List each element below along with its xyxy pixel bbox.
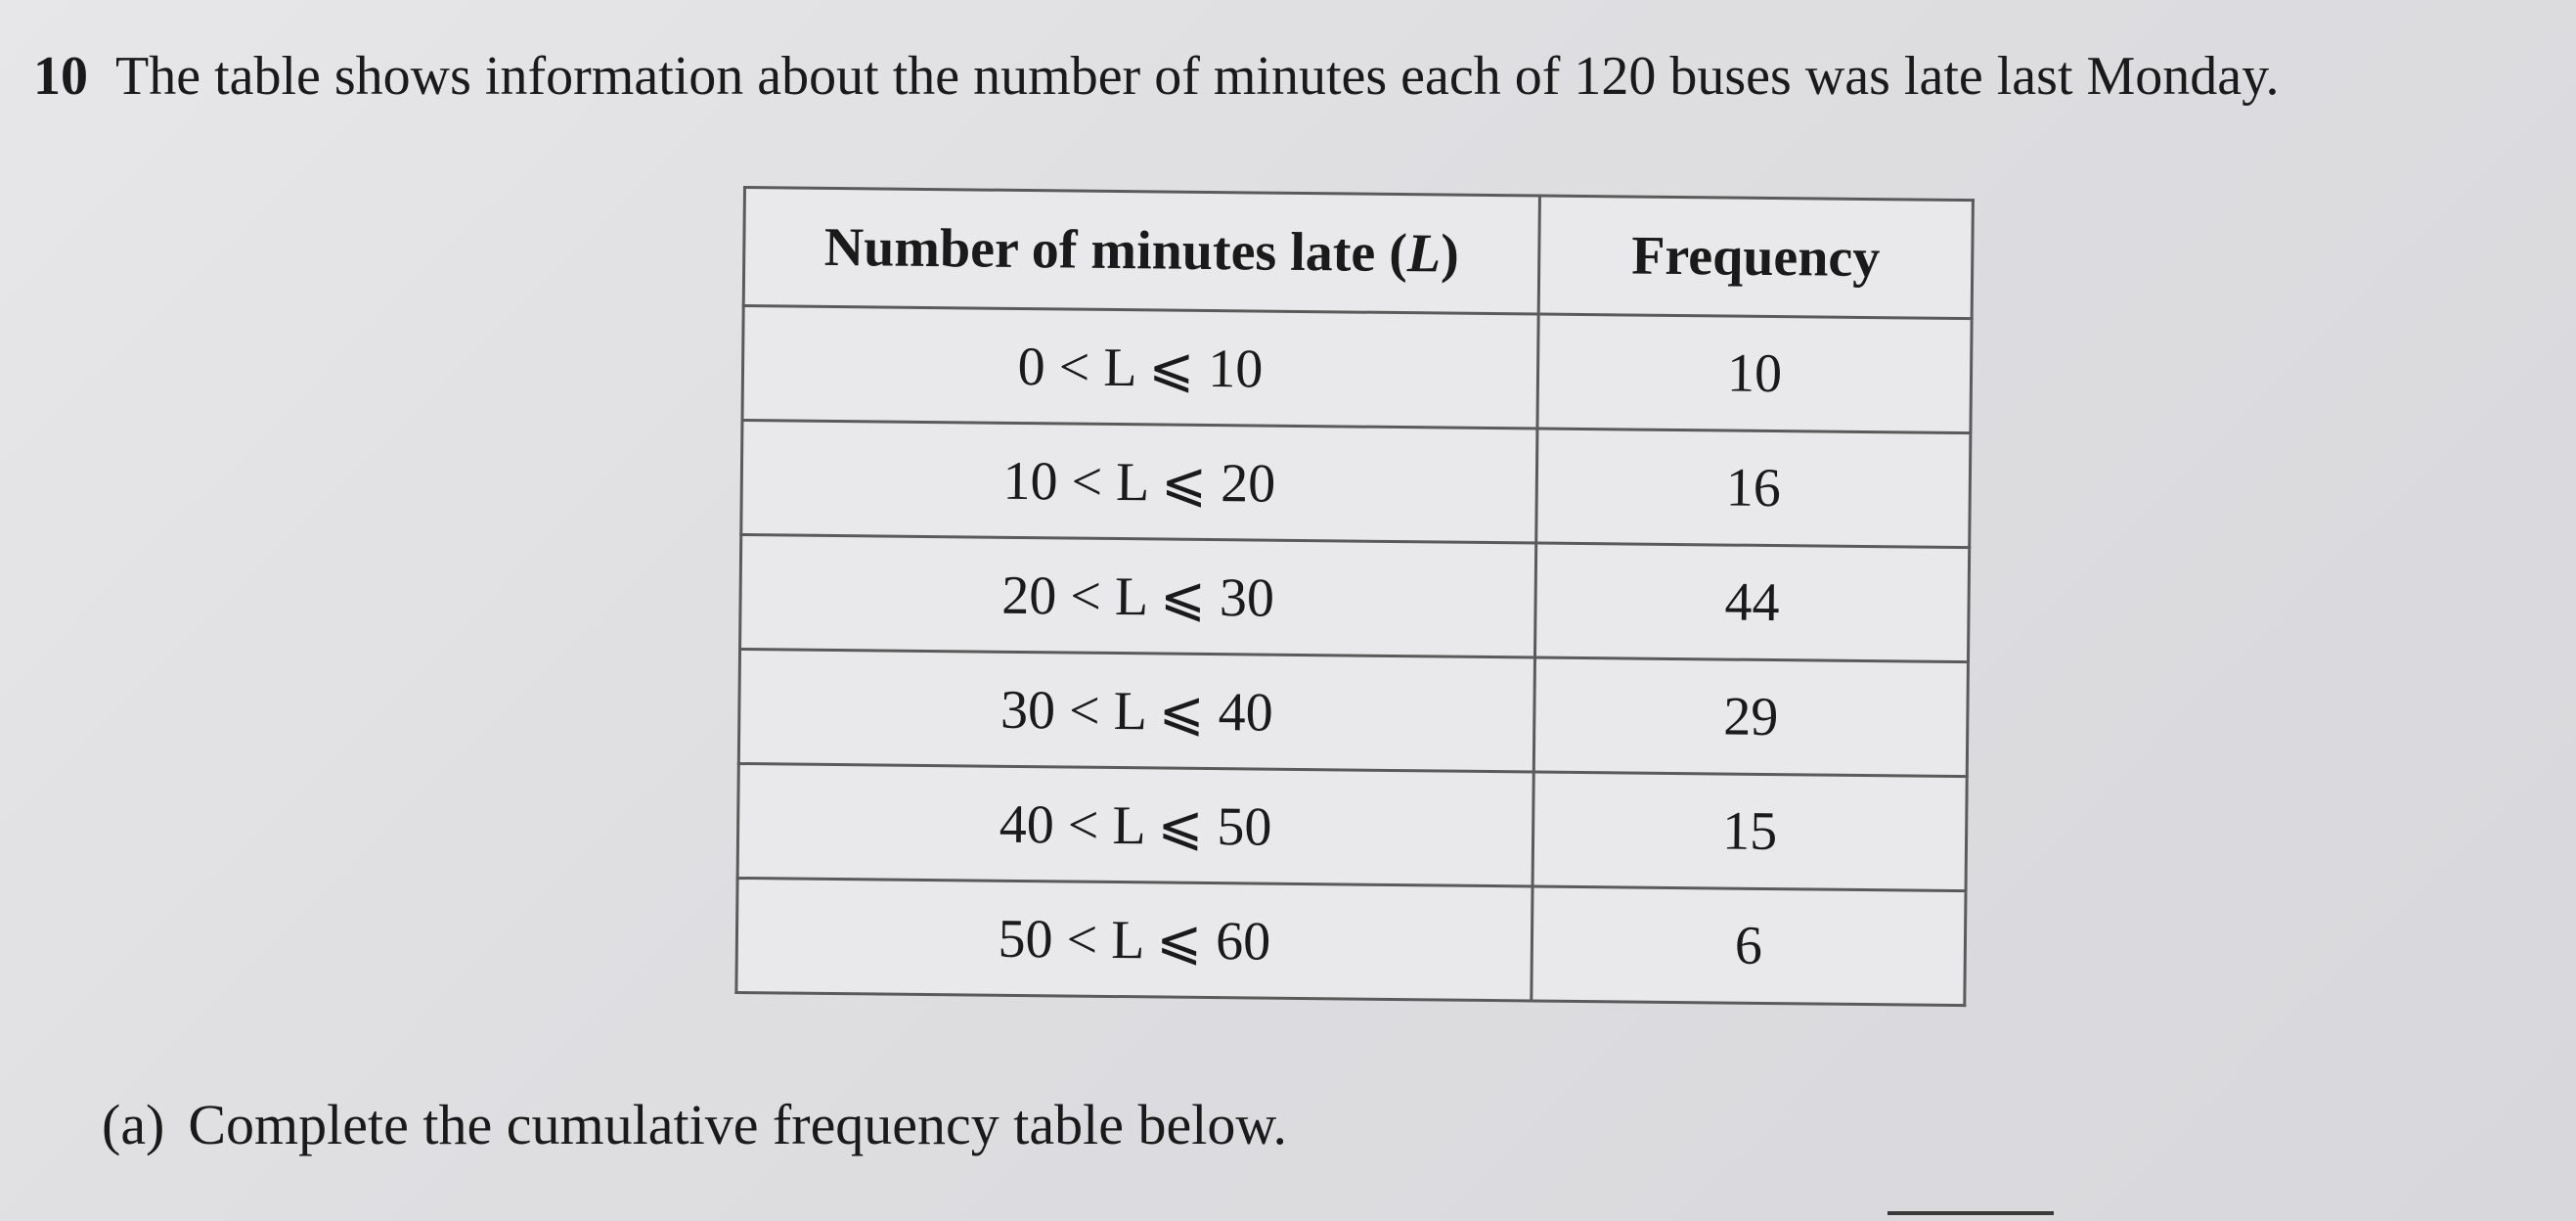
part-a-label: (a) — [102, 1093, 165, 1156]
interval-cell: 50 < L ⩽ 60 — [736, 878, 1532, 1001]
part-a-text: Complete the cumulative frequency table below. — [188, 1093, 1287, 1156]
interval-cell: 10 < L ⩽ 20 — [741, 421, 1537, 544]
part-a-instruction — [102, 1086, 1287, 1164]
interval-cell: 0 < L ⩽ 10 — [742, 306, 1538, 430]
question-text: The table shows information about the number of minutes each of 120 buses was late last Monday. — [115, 46, 2280, 107]
table-row — [742, 306, 1972, 433]
interval-cell: 30 < L ⩽ 40 — [738, 649, 1534, 772]
frequency-cell: 29 — [1533, 657, 1968, 777]
question-header — [33, 37, 2537, 115]
interval-cell: 20 < L ⩽ 30 — [740, 534, 1536, 657]
frequency-table — [734, 186, 1975, 1007]
table-row — [741, 421, 1971, 548]
question-number: 10 — [33, 46, 88, 107]
frequency-cell: 15 — [1532, 772, 1967, 891]
interval-cell: 40 < L ⩽ 50 — [737, 763, 1533, 886]
frequency-table-container — [734, 186, 1975, 1007]
table-row — [737, 763, 1967, 890]
answer-line — [1888, 1211, 2054, 1215]
table-header-row — [743, 188, 1973, 319]
table-row — [740, 534, 1970, 661]
table-row — [738, 649, 1968, 776]
frequency-cell: 44 — [1534, 543, 1969, 662]
header-minutes-variable: L — [1406, 223, 1442, 285]
frequency-cell: 10 — [1537, 314, 1972, 433]
header-minutes-suffix: ) — [1440, 223, 1460, 285]
header-frequency: Frequency — [1538, 196, 1973, 319]
header-minutes-late — [743, 188, 1539, 315]
header-minutes-prefix: Number of minutes late ( — [823, 216, 1408, 285]
frequency-cell: 6 — [1532, 886, 1966, 1006]
table-row — [736, 878, 1966, 1005]
frequency-cell: 16 — [1536, 429, 1971, 548]
